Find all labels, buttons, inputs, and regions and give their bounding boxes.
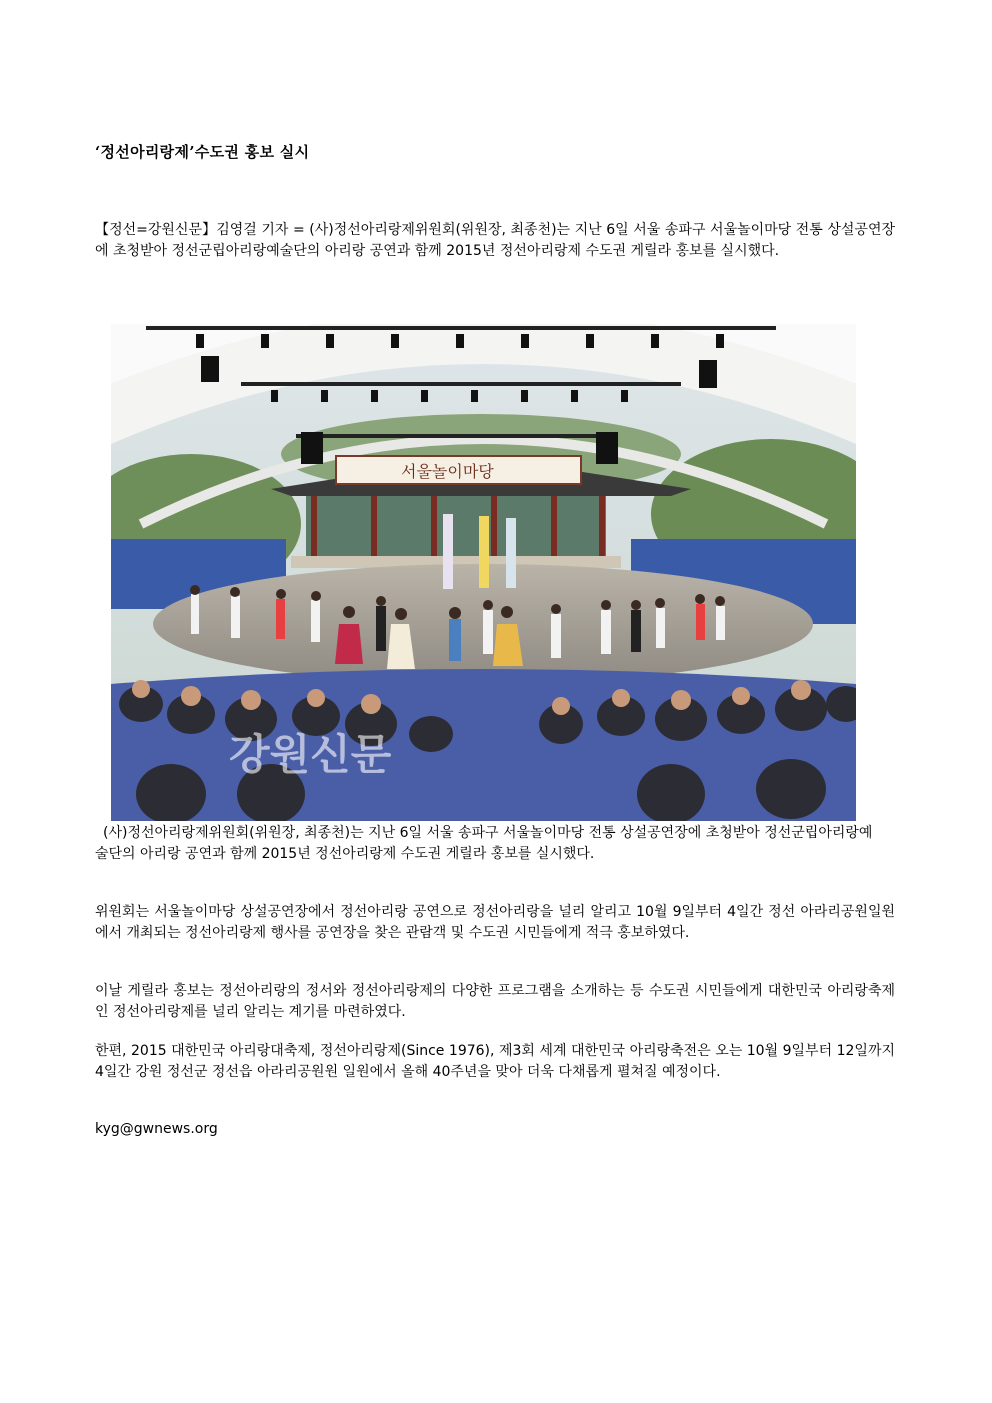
performance-photo <box>111 324 856 821</box>
reporter-email[interactable]: kyg@gwnews.org <box>95 1121 218 1137</box>
article-paragraph-1: 위원회는 서울놀이마당 상설공연장에서 정선아리랑 공연으로 정선아리랑을 널리 알리고 10월 9일부터 4일간 정선 아라리공원일원에서 개최되는 정선아리랑제 행사를 공연장을 찾은 관람객 및 수도권 시민들에게 적극 홍보하였다. <box>95 904 895 941</box>
article-title: ‘정선아리랑제’수도권 홍보 실시 <box>95 143 310 161</box>
article-paragraph-3: 한편, 2015 대한민국 아리랑대축제, 정선아리랑제(Since 1976), 제3회 세계 대한민국 아리랑축전은 오는 10월 9일부터 12일까지 4일간 강원 정선군 정선읍 아라리공원원 일원에서 올해 40주년을 맞아 더욱 다채롭게 펼쳐질 예정이다. <box>95 1043 895 1080</box>
article-lead-paragraph: 【정선=강원신문】김영걸 기자 = (사)정선아리랑제위원회(위원장, 최종천)는 지난 6일 서울 송파구 서울놀이마당 전통 상설공연장에 초청받아 정선군립아리랑예술단의 아리랑 공연과 함께 2015년 정선아리랑제 수도권 게릴라 홍보를 실시했다. <box>95 222 895 259</box>
pavilion-sign-text: 서울놀이마당 <box>401 462 494 481</box>
photo-watermark: 강원신문 <box>229 730 392 779</box>
photo-caption: (사)정선아리랑제위원회(위원장, 최종천)는 지난 6일 서울 송파구 서울놀이마당 전통 상설공연장에 초청받아 정선군립아리랑예술단의 아리랑 공연과 함께 2015년 정선아리랑제 수도권 게릴라 홍보를 실시했다. <box>95 825 873 862</box>
article-paragraph-2: 이날 게릴라 홍보는 정선아리랑의 정서와 정선아리랑제의 다양한 프로그램을 소개하는 등 수도권 시민들에게 대한민국 아리랑축제인 정선아리랑제를 널리 알리는 계기를 마련하였다. <box>95 983 895 1020</box>
